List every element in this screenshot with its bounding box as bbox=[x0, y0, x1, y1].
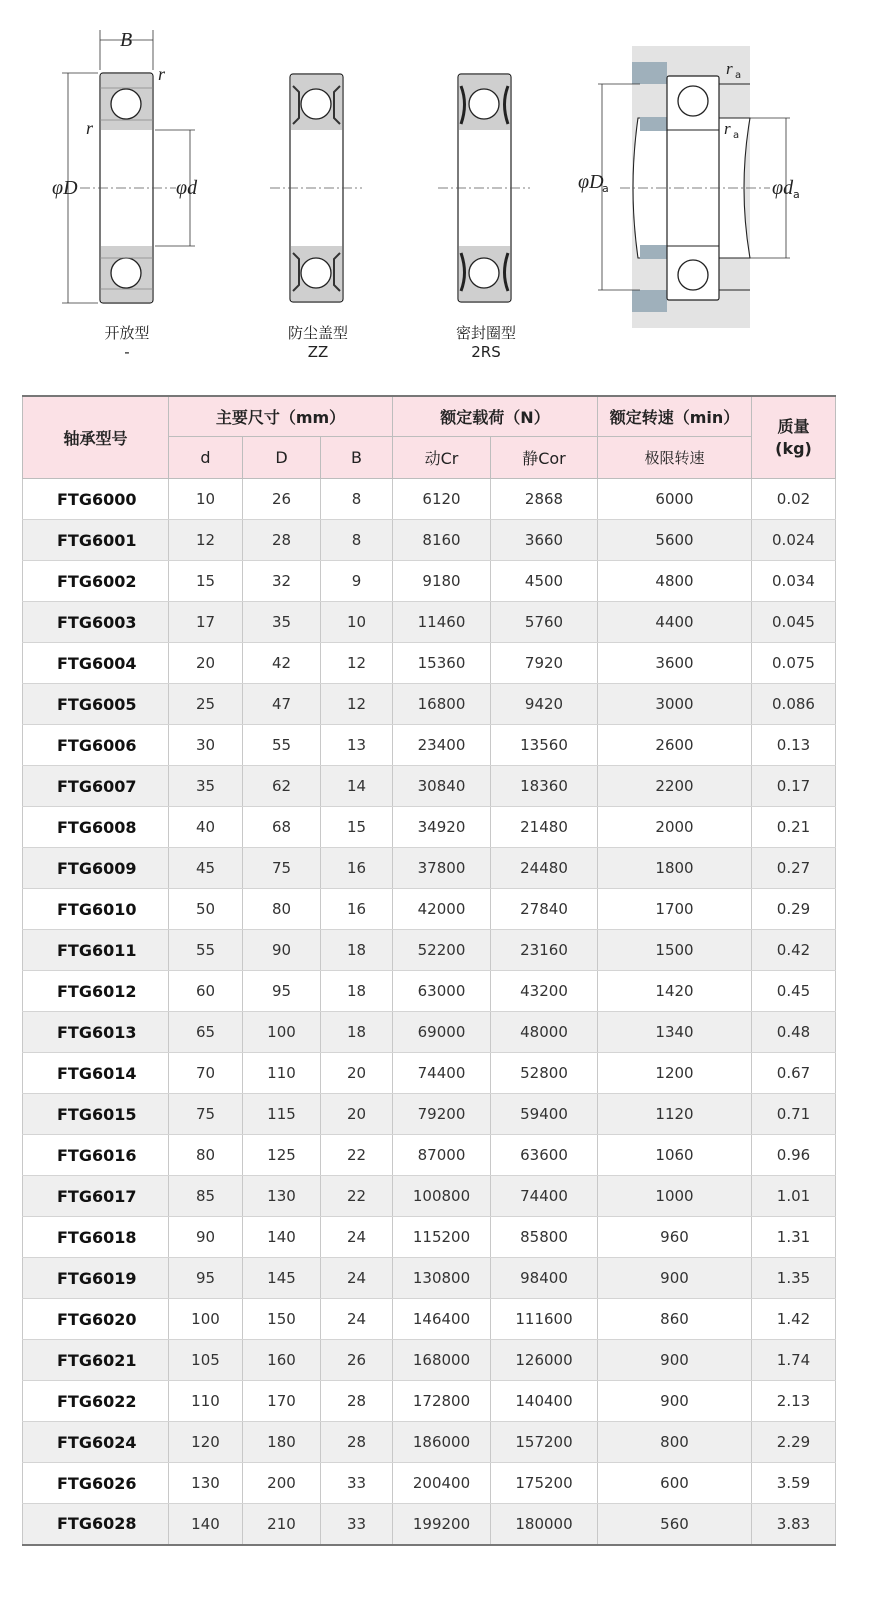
caption-shielded-type bbox=[248, 324, 388, 362]
cell-static-cor: 85800 bbox=[491, 1217, 598, 1258]
cell-outer-d: 80 bbox=[243, 889, 321, 930]
cell-width-b: 8 bbox=[321, 479, 393, 520]
cell-mass: 2.29 bbox=[752, 1422, 836, 1463]
cell-width-b: 33 bbox=[321, 1504, 393, 1545]
cell-limit-speed: 1000 bbox=[598, 1176, 752, 1217]
cell-static-cor: 21480 bbox=[491, 807, 598, 848]
cell-bore-d: 40 bbox=[169, 807, 243, 848]
cell-mass: 0.42 bbox=[752, 930, 836, 971]
table-row bbox=[23, 930, 836, 971]
cell-bore-d: 140 bbox=[169, 1504, 243, 1545]
cell-static-cor: 52800 bbox=[491, 1053, 598, 1094]
cell-static-cor: 59400 bbox=[491, 1094, 598, 1135]
cell-limit-speed: 3000 bbox=[598, 684, 752, 725]
cell-static-cor: 48000 bbox=[491, 1012, 598, 1053]
caption-name: 开放型 bbox=[104, 324, 150, 342]
cell-bore-d: 20 bbox=[169, 643, 243, 684]
cell-bore-d: 15 bbox=[169, 561, 243, 602]
cell-model: FTG6021 bbox=[23, 1340, 169, 1381]
cell-outer-d: 145 bbox=[243, 1258, 321, 1299]
cell-static-cor: 126000 bbox=[491, 1340, 598, 1381]
cell-static-cor: 4500 bbox=[491, 561, 598, 602]
cell-outer-d: 42 bbox=[243, 643, 321, 684]
cell-dynamic-cr: 11460 bbox=[393, 602, 491, 643]
cell-mass: 0.045 bbox=[752, 602, 836, 643]
cell-static-cor: 23160 bbox=[491, 930, 598, 971]
cell-mass: 1.35 bbox=[752, 1258, 836, 1299]
cell-width-b: 13 bbox=[321, 725, 393, 766]
cell-mass: 0.034 bbox=[752, 561, 836, 602]
cell-limit-speed: 4400 bbox=[598, 602, 752, 643]
header-d-inner: d bbox=[169, 437, 243, 479]
cell-width-b: 28 bbox=[321, 1422, 393, 1463]
cell-mass: 0.17 bbox=[752, 766, 836, 807]
cell-model: FTG6028 bbox=[23, 1504, 169, 1545]
cell-mass: 3.59 bbox=[752, 1463, 836, 1504]
cell-outer-d: 32 bbox=[243, 561, 321, 602]
cell-outer-d: 26 bbox=[243, 479, 321, 520]
cell-outer-d: 115 bbox=[243, 1094, 321, 1135]
cell-outer-d: 180 bbox=[243, 1422, 321, 1463]
header-dynamic-cr: 动Cr bbox=[393, 437, 491, 479]
cell-width-b: 18 bbox=[321, 971, 393, 1012]
table-row bbox=[23, 1012, 836, 1053]
cell-limit-speed: 860 bbox=[598, 1299, 752, 1340]
cell-width-b: 14 bbox=[321, 766, 393, 807]
cell-outer-d: 28 bbox=[243, 520, 321, 561]
cell-bore-d: 35 bbox=[169, 766, 243, 807]
cell-model: FTG6003 bbox=[23, 602, 169, 643]
cell-dynamic-cr: 199200 bbox=[393, 1504, 491, 1545]
cell-static-cor: 74400 bbox=[491, 1176, 598, 1217]
label-phi-da-inner-sub: a bbox=[793, 188, 800, 201]
cell-static-cor: 180000 bbox=[491, 1504, 598, 1545]
cell-mass: 0.024 bbox=[752, 520, 836, 561]
table-row bbox=[23, 1504, 836, 1545]
label-ra-top: r bbox=[726, 59, 733, 78]
label-phi-d-inner: φd bbox=[176, 177, 198, 199]
table-row bbox=[23, 889, 836, 930]
table-row bbox=[23, 1340, 836, 1381]
cell-outer-d: 130 bbox=[243, 1176, 321, 1217]
cell-model: FTG6002 bbox=[23, 561, 169, 602]
cell-width-b: 24 bbox=[321, 1258, 393, 1299]
caption-open-type bbox=[57, 324, 197, 362]
cell-model: FTG6015 bbox=[23, 1094, 169, 1135]
table-row bbox=[23, 643, 836, 684]
cell-outer-d: 160 bbox=[243, 1340, 321, 1381]
table-row bbox=[23, 1258, 836, 1299]
cell-limit-speed: 600 bbox=[598, 1463, 752, 1504]
cell-static-cor: 13560 bbox=[491, 725, 598, 766]
cell-width-b: 12 bbox=[321, 643, 393, 684]
cell-outer-d: 110 bbox=[243, 1053, 321, 1094]
cell-dynamic-cr: 34920 bbox=[393, 807, 491, 848]
cell-bore-d: 65 bbox=[169, 1012, 243, 1053]
cell-outer-d: 170 bbox=[243, 1381, 321, 1422]
caption-sealed-type bbox=[416, 324, 556, 362]
label-ra-side: r bbox=[724, 119, 731, 138]
cell-width-b: 18 bbox=[321, 1012, 393, 1053]
table-row bbox=[23, 602, 836, 643]
cell-bore-d: 45 bbox=[169, 848, 243, 889]
caption-name: 防尘盖型 bbox=[287, 324, 348, 342]
cell-static-cor: 43200 bbox=[491, 971, 598, 1012]
cell-dynamic-cr: 16800 bbox=[393, 684, 491, 725]
cell-limit-speed: 900 bbox=[598, 1340, 752, 1381]
cell-width-b: 16 bbox=[321, 848, 393, 889]
cell-model: FTG6020 bbox=[23, 1299, 169, 1340]
cell-mass: 1.31 bbox=[752, 1217, 836, 1258]
cell-limit-speed: 960 bbox=[598, 1217, 752, 1258]
cell-mass: 0.96 bbox=[752, 1135, 836, 1176]
cell-limit-speed: 3600 bbox=[598, 643, 752, 684]
table-row bbox=[23, 1299, 836, 1340]
cell-mass: 0.27 bbox=[752, 848, 836, 889]
cell-mass: 0.71 bbox=[752, 1094, 836, 1135]
cell-bore-d: 80 bbox=[169, 1135, 243, 1176]
cell-static-cor: 27840 bbox=[491, 889, 598, 930]
cell-limit-speed: 1060 bbox=[598, 1135, 752, 1176]
table-row bbox=[23, 684, 836, 725]
cell-mass: 3.83 bbox=[752, 1504, 836, 1545]
caption-name: 密封圈型 bbox=[455, 324, 516, 342]
table-header bbox=[23, 396, 836, 479]
header-b-width: B bbox=[321, 437, 393, 479]
cell-outer-d: 90 bbox=[243, 930, 321, 971]
cell-outer-d: 100 bbox=[243, 1012, 321, 1053]
cell-limit-speed: 800 bbox=[598, 1422, 752, 1463]
cell-width-b: 8 bbox=[321, 520, 393, 561]
table-body bbox=[23, 479, 836, 1545]
cell-outer-d: 210 bbox=[243, 1504, 321, 1545]
cell-dynamic-cr: 172800 bbox=[393, 1381, 491, 1422]
cell-limit-speed: 900 bbox=[598, 1381, 752, 1422]
cell-width-b: 28 bbox=[321, 1381, 393, 1422]
cell-bore-d: 105 bbox=[169, 1340, 243, 1381]
cell-outer-d: 47 bbox=[243, 684, 321, 725]
cell-bore-d: 25 bbox=[169, 684, 243, 725]
cell-bore-d: 12 bbox=[169, 520, 243, 561]
cell-limit-speed: 4800 bbox=[598, 561, 752, 602]
cell-model: FTG6012 bbox=[23, 971, 169, 1012]
table-row bbox=[23, 1381, 836, 1422]
cell-limit-speed: 1500 bbox=[598, 930, 752, 971]
cell-model: FTG6010 bbox=[23, 889, 169, 930]
cell-width-b: 16 bbox=[321, 889, 393, 930]
cell-bore-d: 100 bbox=[169, 1299, 243, 1340]
cell-dynamic-cr: 8160 bbox=[393, 520, 491, 561]
table-row bbox=[23, 1094, 836, 1135]
cell-dynamic-cr: 186000 bbox=[393, 1422, 491, 1463]
cell-limit-speed: 1420 bbox=[598, 971, 752, 1012]
caption-code: 2RS bbox=[471, 343, 501, 361]
cell-bore-d: 85 bbox=[169, 1176, 243, 1217]
bearing-spec-table bbox=[22, 395, 836, 1546]
cell-bore-d: 55 bbox=[169, 930, 243, 971]
open-type-drawing bbox=[52, 29, 198, 303]
header-speed: 额定转速（min） bbox=[598, 396, 752, 437]
cell-outer-d: 75 bbox=[243, 848, 321, 889]
cell-dynamic-cr: 146400 bbox=[393, 1299, 491, 1340]
cell-mass: 0.29 bbox=[752, 889, 836, 930]
bearing-drawings bbox=[0, 0, 874, 380]
table-row bbox=[23, 479, 836, 520]
cell-dynamic-cr: 9180 bbox=[393, 561, 491, 602]
label-r-top: r bbox=[158, 64, 166, 84]
cell-outer-d: 140 bbox=[243, 1217, 321, 1258]
cell-static-cor: 111600 bbox=[491, 1299, 598, 1340]
label-r-side: r bbox=[86, 118, 94, 138]
cell-bore-d: 75 bbox=[169, 1094, 243, 1135]
label-phi-d-outer: φD bbox=[52, 177, 78, 199]
cell-width-b: 24 bbox=[321, 1299, 393, 1340]
cell-model: FTG6017 bbox=[23, 1176, 169, 1217]
cell-model: FTG6026 bbox=[23, 1463, 169, 1504]
cell-dynamic-cr: 79200 bbox=[393, 1094, 491, 1135]
cell-bore-d: 10 bbox=[169, 479, 243, 520]
cell-static-cor: 63600 bbox=[491, 1135, 598, 1176]
sealed-type-drawing bbox=[438, 74, 530, 302]
cell-model: FTG6011 bbox=[23, 930, 169, 971]
cell-static-cor: 175200 bbox=[491, 1463, 598, 1504]
table-row bbox=[23, 1217, 836, 1258]
cell-dynamic-cr: 200400 bbox=[393, 1463, 491, 1504]
table-row bbox=[23, 1135, 836, 1176]
cell-static-cor: 140400 bbox=[491, 1381, 598, 1422]
cell-outer-d: 68 bbox=[243, 807, 321, 848]
cell-outer-d: 55 bbox=[243, 725, 321, 766]
cell-bore-d: 130 bbox=[169, 1463, 243, 1504]
cell-dynamic-cr: 100800 bbox=[393, 1176, 491, 1217]
cell-bore-d: 90 bbox=[169, 1217, 243, 1258]
cell-limit-speed: 2600 bbox=[598, 725, 752, 766]
cell-mass: 0.02 bbox=[752, 479, 836, 520]
header-load: 额定载荷（N） bbox=[393, 396, 598, 437]
cell-bore-d: 70 bbox=[169, 1053, 243, 1094]
cell-width-b: 26 bbox=[321, 1340, 393, 1381]
cell-static-cor: 3660 bbox=[491, 520, 598, 561]
cell-width-b: 18 bbox=[321, 930, 393, 971]
cell-bore-d: 110 bbox=[169, 1381, 243, 1422]
cell-outer-d: 35 bbox=[243, 602, 321, 643]
table-row bbox=[23, 520, 836, 561]
table-row bbox=[23, 1422, 836, 1463]
table-row bbox=[23, 1176, 836, 1217]
cell-width-b: 22 bbox=[321, 1135, 393, 1176]
cell-width-b: 15 bbox=[321, 807, 393, 848]
cell-static-cor: 24480 bbox=[491, 848, 598, 889]
cell-model: FTG6007 bbox=[23, 766, 169, 807]
cell-bore-d: 60 bbox=[169, 971, 243, 1012]
cell-dynamic-cr: 37800 bbox=[393, 848, 491, 889]
cell-static-cor: 7920 bbox=[491, 643, 598, 684]
bearing-diagrams bbox=[0, 0, 874, 380]
cell-limit-speed: 1700 bbox=[598, 889, 752, 930]
cell-static-cor: 9420 bbox=[491, 684, 598, 725]
cell-mass: 0.45 bbox=[752, 971, 836, 1012]
cell-limit-speed: 5600 bbox=[598, 520, 752, 561]
cell-model: FTG6001 bbox=[23, 520, 169, 561]
cell-static-cor: 18360 bbox=[491, 766, 598, 807]
label-phi-da-inner: φd bbox=[772, 177, 794, 199]
cell-bore-d: 17 bbox=[169, 602, 243, 643]
table-row bbox=[23, 561, 836, 602]
cell-model: FTG6014 bbox=[23, 1053, 169, 1094]
header-static-cor: 静Cor bbox=[491, 437, 598, 479]
cell-width-b: 33 bbox=[321, 1463, 393, 1504]
table-row bbox=[23, 1053, 836, 1094]
cell-outer-d: 200 bbox=[243, 1463, 321, 1504]
header-d-outer: D bbox=[243, 437, 321, 479]
label-phi-da-outer-sub: a bbox=[602, 182, 609, 195]
cell-width-b: 24 bbox=[321, 1217, 393, 1258]
cell-dynamic-cr: 6120 bbox=[393, 479, 491, 520]
caption-code: ZZ bbox=[307, 343, 329, 361]
cell-mass: 1.42 bbox=[752, 1299, 836, 1340]
table-row bbox=[23, 848, 836, 889]
cell-outer-d: 62 bbox=[243, 766, 321, 807]
cell-model: FTG6022 bbox=[23, 1381, 169, 1422]
cell-model: FTG6009 bbox=[23, 848, 169, 889]
cell-limit-speed: 900 bbox=[598, 1258, 752, 1299]
caption-code: - bbox=[124, 343, 130, 361]
cell-width-b: 22 bbox=[321, 1176, 393, 1217]
cell-model: FTG6000 bbox=[23, 479, 169, 520]
cell-model: FTG6005 bbox=[23, 684, 169, 725]
cell-dynamic-cr: 52200 bbox=[393, 930, 491, 971]
cell-limit-speed: 6000 bbox=[598, 479, 752, 520]
cell-dynamic-cr: 42000 bbox=[393, 889, 491, 930]
cell-static-cor: 157200 bbox=[491, 1422, 598, 1463]
table-row bbox=[23, 1463, 836, 1504]
cell-model: FTG6018 bbox=[23, 1217, 169, 1258]
cell-bore-d: 30 bbox=[169, 725, 243, 766]
header-mass: 质量 (kg) bbox=[752, 396, 836, 479]
cell-dynamic-cr: 69000 bbox=[393, 1012, 491, 1053]
cell-dynamic-cr: 74400 bbox=[393, 1053, 491, 1094]
cell-model: FTG6019 bbox=[23, 1258, 169, 1299]
header-limit-speed: 极限转速 bbox=[598, 437, 752, 479]
cell-mass: 0.48 bbox=[752, 1012, 836, 1053]
label-phi-da-outer: φD bbox=[578, 171, 604, 193]
cell-width-b: 12 bbox=[321, 684, 393, 725]
cell-bore-d: 95 bbox=[169, 1258, 243, 1299]
cell-static-cor: 2868 bbox=[491, 479, 598, 520]
header-model: 轴承型号 bbox=[23, 396, 169, 479]
cell-dynamic-cr: 15360 bbox=[393, 643, 491, 684]
cell-width-b: 20 bbox=[321, 1053, 393, 1094]
shielded-type-drawing bbox=[270, 74, 362, 302]
cell-model: FTG6006 bbox=[23, 725, 169, 766]
cell-limit-speed: 2200 bbox=[598, 766, 752, 807]
cell-dynamic-cr: 130800 bbox=[393, 1258, 491, 1299]
cell-model: FTG6013 bbox=[23, 1012, 169, 1053]
cell-dynamic-cr: 23400 bbox=[393, 725, 491, 766]
cell-outer-d: 95 bbox=[243, 971, 321, 1012]
cell-model: FTG6004 bbox=[23, 643, 169, 684]
cell-mass: 1.01 bbox=[752, 1176, 836, 1217]
cell-limit-speed: 1120 bbox=[598, 1094, 752, 1135]
cell-mass: 0.086 bbox=[752, 684, 836, 725]
cell-bore-d: 120 bbox=[169, 1422, 243, 1463]
cell-bore-d: 50 bbox=[169, 889, 243, 930]
cell-dynamic-cr: 30840 bbox=[393, 766, 491, 807]
table-row bbox=[23, 971, 836, 1012]
cell-outer-d: 125 bbox=[243, 1135, 321, 1176]
cell-mass: 1.74 bbox=[752, 1340, 836, 1381]
table-row bbox=[23, 807, 836, 848]
cell-limit-speed: 1200 bbox=[598, 1053, 752, 1094]
mounting-drawing bbox=[578, 46, 800, 328]
cell-mass: 0.13 bbox=[752, 725, 836, 766]
cell-model: FTG6008 bbox=[23, 807, 169, 848]
cell-dynamic-cr: 115200 bbox=[393, 1217, 491, 1258]
table-row bbox=[23, 766, 836, 807]
cell-static-cor: 98400 bbox=[491, 1258, 598, 1299]
cell-limit-speed: 560 bbox=[598, 1504, 752, 1545]
cell-mass: 0.21 bbox=[752, 807, 836, 848]
cell-mass: 2.13 bbox=[752, 1381, 836, 1422]
cell-model: FTG6016 bbox=[23, 1135, 169, 1176]
cell-dynamic-cr: 168000 bbox=[393, 1340, 491, 1381]
label-ra-side-sub: a bbox=[733, 130, 740, 141]
header-dimensions: 主要尺寸（mm） bbox=[169, 396, 393, 437]
cell-dynamic-cr: 63000 bbox=[393, 971, 491, 1012]
cell-outer-d: 150 bbox=[243, 1299, 321, 1340]
cell-mass: 0.67 bbox=[752, 1053, 836, 1094]
cell-static-cor: 5760 bbox=[491, 602, 598, 643]
cell-width-b: 20 bbox=[321, 1094, 393, 1135]
cell-limit-speed: 1340 bbox=[598, 1012, 752, 1053]
cell-mass: 0.075 bbox=[752, 643, 836, 684]
cell-limit-speed: 1800 bbox=[598, 848, 752, 889]
label-ra-top-sub: a bbox=[735, 70, 742, 81]
cell-width-b: 9 bbox=[321, 561, 393, 602]
table-row bbox=[23, 725, 836, 766]
cell-width-b: 10 bbox=[321, 602, 393, 643]
label-b: B bbox=[120, 29, 133, 51]
cell-limit-speed: 2000 bbox=[598, 807, 752, 848]
cell-model: FTG6024 bbox=[23, 1422, 169, 1463]
cell-dynamic-cr: 87000 bbox=[393, 1135, 491, 1176]
